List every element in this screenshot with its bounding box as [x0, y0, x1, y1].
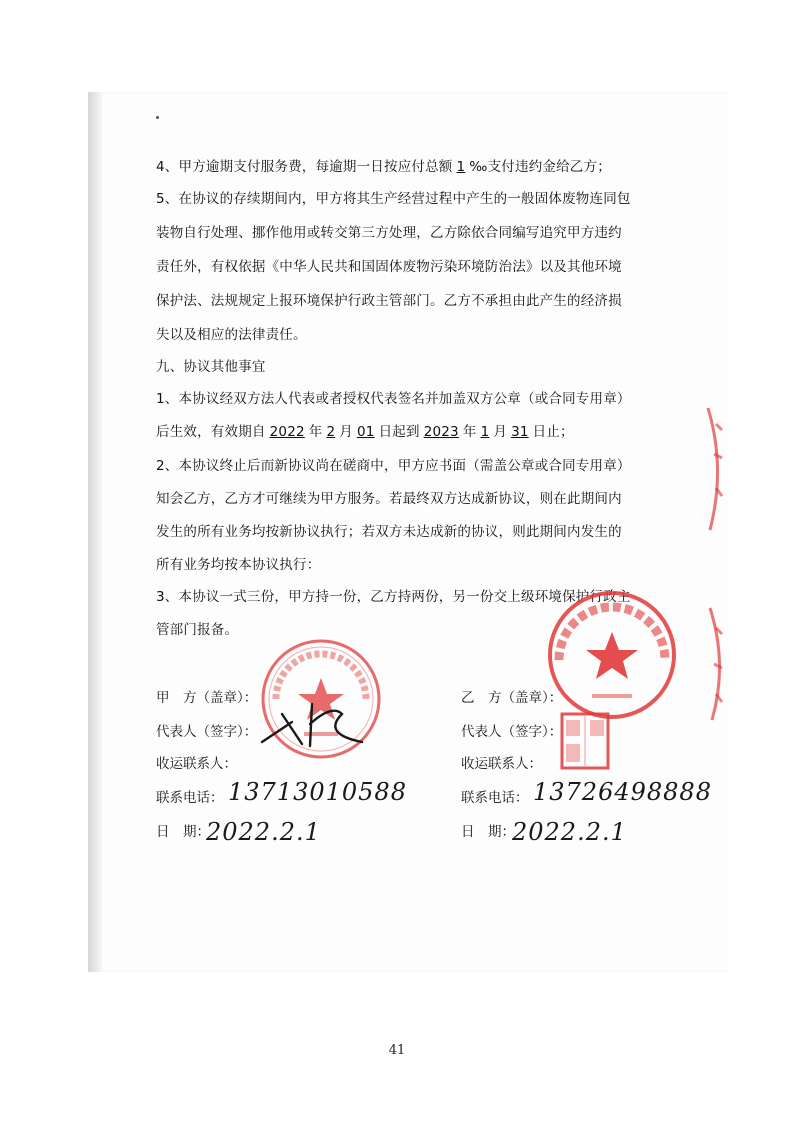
party-b-date-label: 日 期： [461, 824, 515, 840]
party-a-date-label: 日 期： [156, 824, 210, 840]
clause-9-3-line: 管部门报备。 [156, 622, 239, 638]
end-month: 1 [480, 424, 490, 440]
party-b-phone: 13726498888 [533, 778, 712, 806]
party-a-signature [252, 684, 372, 754]
clause-4: 4、甲方逾期支付服务费，每逾期一日按应付总额 1 ‰支付违约金给乙方； [156, 159, 611, 175]
clause-9-2-line: 2、本协议终止后而新协议尚在磋商中，甲方应书面（需盖公章或合同专用章） [156, 458, 631, 474]
scan-speck [156, 116, 159, 119]
section-9-heading: 九、协议其他事宜 [156, 359, 266, 375]
clause-5-line: 装物自行处理、挪作他用或转交第三方处理，乙方除依合同编写追究甲方违约 [156, 225, 622, 241]
party-a-contact-label: 收运联系人： [156, 756, 237, 772]
margin-seal-fragment [702, 404, 732, 534]
party-a-date: 2022.2.1 [206, 818, 321, 846]
party-b-label: 乙 方（盖章）： [461, 690, 563, 706]
party-b-contact-label: 收运联系人： [461, 756, 542, 772]
end-day: 31 [511, 424, 529, 440]
clause-5-line: 保护法、法规规定上报环境保护行政主管部门。乙方不承担由此产生的经济损 [156, 293, 622, 309]
party-a-label: 甲 方（盖章）： [156, 690, 258, 706]
end-year: 2023 [423, 424, 459, 440]
clause-9-2-line: 发生的所有业务均按新协议执行；若双方未达成新的协议，则此期间内发生的 [156, 524, 622, 540]
party-a-phone-label: 联系电话： [156, 790, 224, 806]
start-day: 01 [356, 424, 375, 440]
clause-9-1-line: 1、本协议经双方法人代表或者授权代表签名并加盖双方公章（或合同专用章） [156, 391, 631, 407]
start-month: 2 [326, 424, 336, 440]
personal-name-seal [560, 712, 610, 770]
party-b-date: 2022.2.1 [512, 818, 627, 846]
party-b-rep-label: 代表人（签字）： [461, 724, 563, 740]
page-number: 41 [388, 1043, 406, 1058]
clause-9-2-line: 知会乙方，乙方才可继续为甲方服务。若最终双方达成新协议，则在此期间内 [156, 491, 622, 507]
penalty-rate: 1 [456, 159, 466, 175]
scan-edge-shadow [88, 92, 102, 972]
start-year: 2022 [269, 424, 305, 440]
clause-9-3-line: 3、本协议一式三份，甲方持一份，乙方持两份，另一份交上级环境保护行政主 [156, 589, 631, 605]
clause-5-line: 责任外，有权依据《中华人民共和国固体废物污染环境防治法》以及其他环境 [156, 259, 622, 275]
party-a-rep-label: 代表人（签字）： [156, 724, 258, 740]
margin-seal-fragment [702, 604, 732, 724]
party-a-phone: 13713010588 [228, 778, 407, 806]
party-b-phone-label: 联系电话： [461, 790, 529, 806]
clause-5-line: 失以及相应的法律责任。 [156, 327, 307, 343]
clause-5-line: 5、在协议的存续期间内，甲方将其生产经营过程中产生的一般固体废物连同包 [156, 191, 631, 207]
clause-9-2-line: 所有业务均按本协议执行： [156, 557, 321, 573]
clause-9-1-validity: 后生效，有效期自 2022 年 2 月 01 日起到 2023 年 1 月 31 日止； [156, 424, 574, 440]
